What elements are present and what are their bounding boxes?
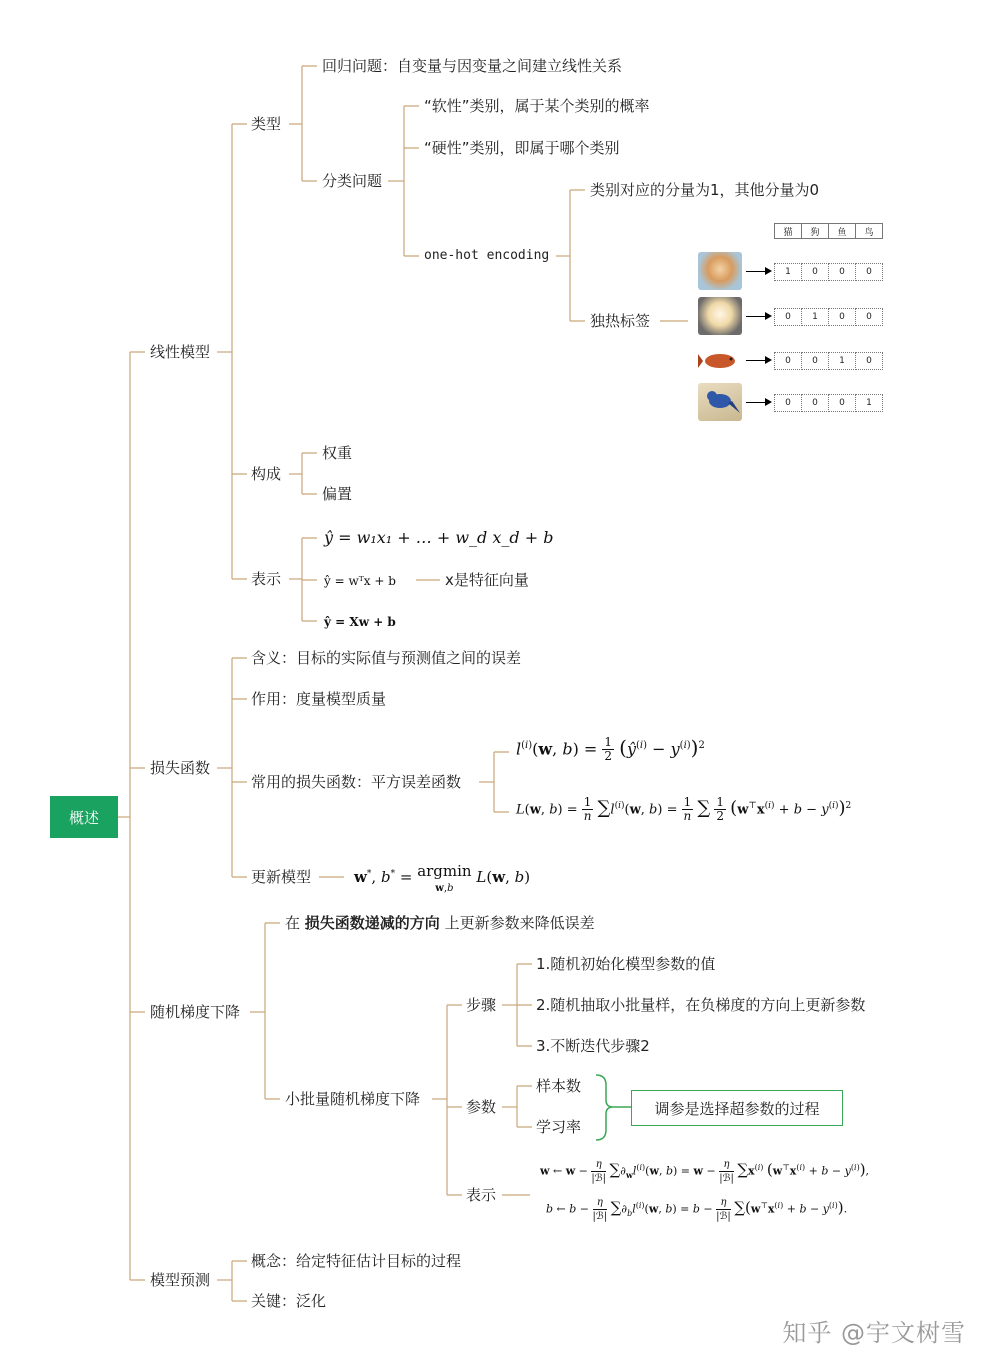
onehot-vector-dog — [774, 308, 883, 326]
arrow-icon — [746, 402, 770, 403]
prediction-concept-node[interactable]: 概念：给定特征估计目标的过程 — [251, 1252, 462, 1270]
vector-cell: 0 — [802, 395, 829, 412]
update-model-node[interactable]: 更新模型 — [251, 868, 312, 886]
vector-cell: 1 — [829, 353, 856, 370]
step1-node[interactable]: 1.随机初始化模型参数的值 — [536, 955, 716, 973]
cat-image — [698, 252, 742, 290]
vector-cell: 0 — [829, 395, 856, 412]
direction-bold: 损失函数递减的方向 — [304, 914, 440, 932]
composition-node[interactable]: 构成 — [251, 465, 282, 483]
total-loss-formula: L(w, b) = $\frac{1}{n}$ $\sum l^{(i)}(w$, b) = $\frac{1}{n}$ ∑ $\frac{1}{2}$ $(w^⊤x^{(i)} + b - y^{(i)})^2$ — [516, 795, 852, 824]
fish-image — [698, 344, 742, 382]
linear-formula-matrix: ŷ = Xw + b — [324, 615, 396, 629]
soft-class-node[interactable]: “软性”类别，属于某个类别的概率 — [424, 97, 650, 115]
hard-class-node[interactable]: “硬性”类别，即属于哪个类别 — [424, 139, 620, 157]
prediction-key-node[interactable]: 关键：泛化 — [251, 1292, 327, 1310]
vector-cell: 0 — [775, 309, 802, 326]
bird-image — [698, 383, 742, 421]
sgd-bias-update-formula: b ← b − $\frac{\eta}{\text{|ℬ|}}$ $\sum\partial_bl^{(i)}(w$, b) = b − $\frac{\eta}{\text{|ℬ|}}$ $\sum(w^⊤x^{(i)} + b - y^{(i)})$. — [546, 1197, 848, 1223]
vector-cell: 0 — [802, 353, 829, 370]
common-loss-node[interactable]: 常用的损失函数：平方误差函数 — [251, 773, 462, 791]
squared-loss-formula: $l^{(i)}(w$, b) = $\frac{1}{2}$ $(ŷ^{(i)} - y^{(i)})^2$ — [516, 735, 705, 764]
root-node[interactable]: 概述 — [50, 796, 118, 838]
linear-model-node[interactable]: 线性模型 — [150, 343, 211, 361]
descent-direction-node[interactable] — [285, 913, 595, 933]
hyperparameter-tuning-node[interactable]: 调参是选择超参数的过程 — [631, 1090, 843, 1126]
vector-cell: 1 — [802, 309, 829, 326]
sgd-node[interactable]: 随机梯度下降 — [150, 1003, 241, 1021]
vector-cell: 0 — [802, 264, 829, 281]
type-node[interactable]: 类型 — [251, 115, 282, 133]
params-node[interactable]: 参数 — [466, 1098, 497, 1116]
header-dog: 狗 — [802, 224, 829, 239]
vector-cell: 0 — [829, 309, 856, 326]
step3-node[interactable]: 3.不断迭代步骤2 — [536, 1037, 650, 1055]
loss-function-node[interactable]: 损失函数 — [150, 759, 211, 777]
onehot-header-table — [774, 223, 883, 239]
onehot-vector-bird — [774, 394, 883, 412]
loss-meaning-node[interactable]: 含义：目标的实际值与预测值之间的误差 — [251, 649, 522, 667]
vector-cell: 1 — [775, 264, 802, 281]
arrow-icon — [746, 360, 770, 361]
linear-formula-vector: ŷ = wᵀx + b — [324, 574, 396, 588]
sgd-representation-node[interactable]: 表示 — [466, 1186, 497, 1204]
loss-role-node[interactable]: 作用：度量模型质量 — [251, 690, 387, 708]
weight-node[interactable]: 权重 — [322, 444, 353, 462]
vector-cell: 0 — [775, 353, 802, 370]
direction-suffix: 上更新参数来降低误差 — [439, 914, 595, 932]
direction-prefix: 在 — [285, 914, 305, 932]
onehot-label-node[interactable]: 独热标签 — [590, 312, 651, 330]
batch-size-node[interactable]: 样本数 — [536, 1077, 582, 1095]
watermark: 知乎 @宇文树雪 — [782, 1319, 966, 1347]
onehot-vector-fish — [774, 352, 883, 370]
vector-cell: 0 — [829, 264, 856, 281]
header-bird: 鸟 — [856, 224, 883, 239]
feature-vector-note[interactable]: x是特征向量 — [445, 571, 529, 589]
vector-cell: 0 — [775, 395, 802, 412]
vector-cell: 0 — [856, 309, 883, 326]
regression-node[interactable]: 回归问题：自变量与因变量之间建立线性关系 — [322, 57, 623, 75]
header-fish: 鱼 — [829, 224, 856, 239]
step2-node[interactable]: 2.随机抽取小批量样，在负梯度的方向上更新参数 — [536, 996, 866, 1014]
dog-image — [698, 297, 742, 335]
onehot-desc-node[interactable]: 类别对应的分量为1，其他分量为0 — [590, 181, 820, 199]
argmin-formula: w*, b* = argmin w,b L(w, b) — [354, 862, 531, 894]
steps-node[interactable]: 步骤 — [466, 996, 497, 1014]
header-cat: 猫 — [775, 224, 802, 239]
learning-rate-node[interactable]: 学习率 — [536, 1118, 582, 1136]
linear-formula-scalar: ŷ = w₁x₁ + … + w_d x_d + b — [324, 528, 554, 547]
vector-cell: 0 — [856, 353, 883, 370]
onehot-vector-cat — [774, 263, 883, 281]
classification-node[interactable]: 分类问题 — [322, 172, 383, 190]
arrow-icon — [746, 316, 770, 317]
model-prediction-node[interactable]: 模型预测 — [150, 1271, 211, 1289]
bias-node[interactable]: 偏置 — [322, 485, 353, 503]
sgd-weight-update-formula: w ← w − $\frac{\eta}{\text{|ℬ|}}$ $\sum\partial_wl^{(i)}(w$, b) = w − $\frac{\eta}{\text{|ℬ|}}$ $\sum x^{(i)}$ $(w^⊤x^{(i)} + b - y^{(i)})$, — [540, 1159, 870, 1185]
vector-cell: 1 — [856, 395, 883, 412]
onehot-node[interactable]: one-hot encoding — [424, 248, 550, 263]
vector-cell: 0 — [856, 264, 883, 281]
representation-node[interactable]: 表示 — [251, 570, 282, 588]
arrow-icon — [746, 271, 770, 272]
minibatch-sgd-node[interactable]: 小批量随机梯度下降 — [285, 1090, 421, 1108]
